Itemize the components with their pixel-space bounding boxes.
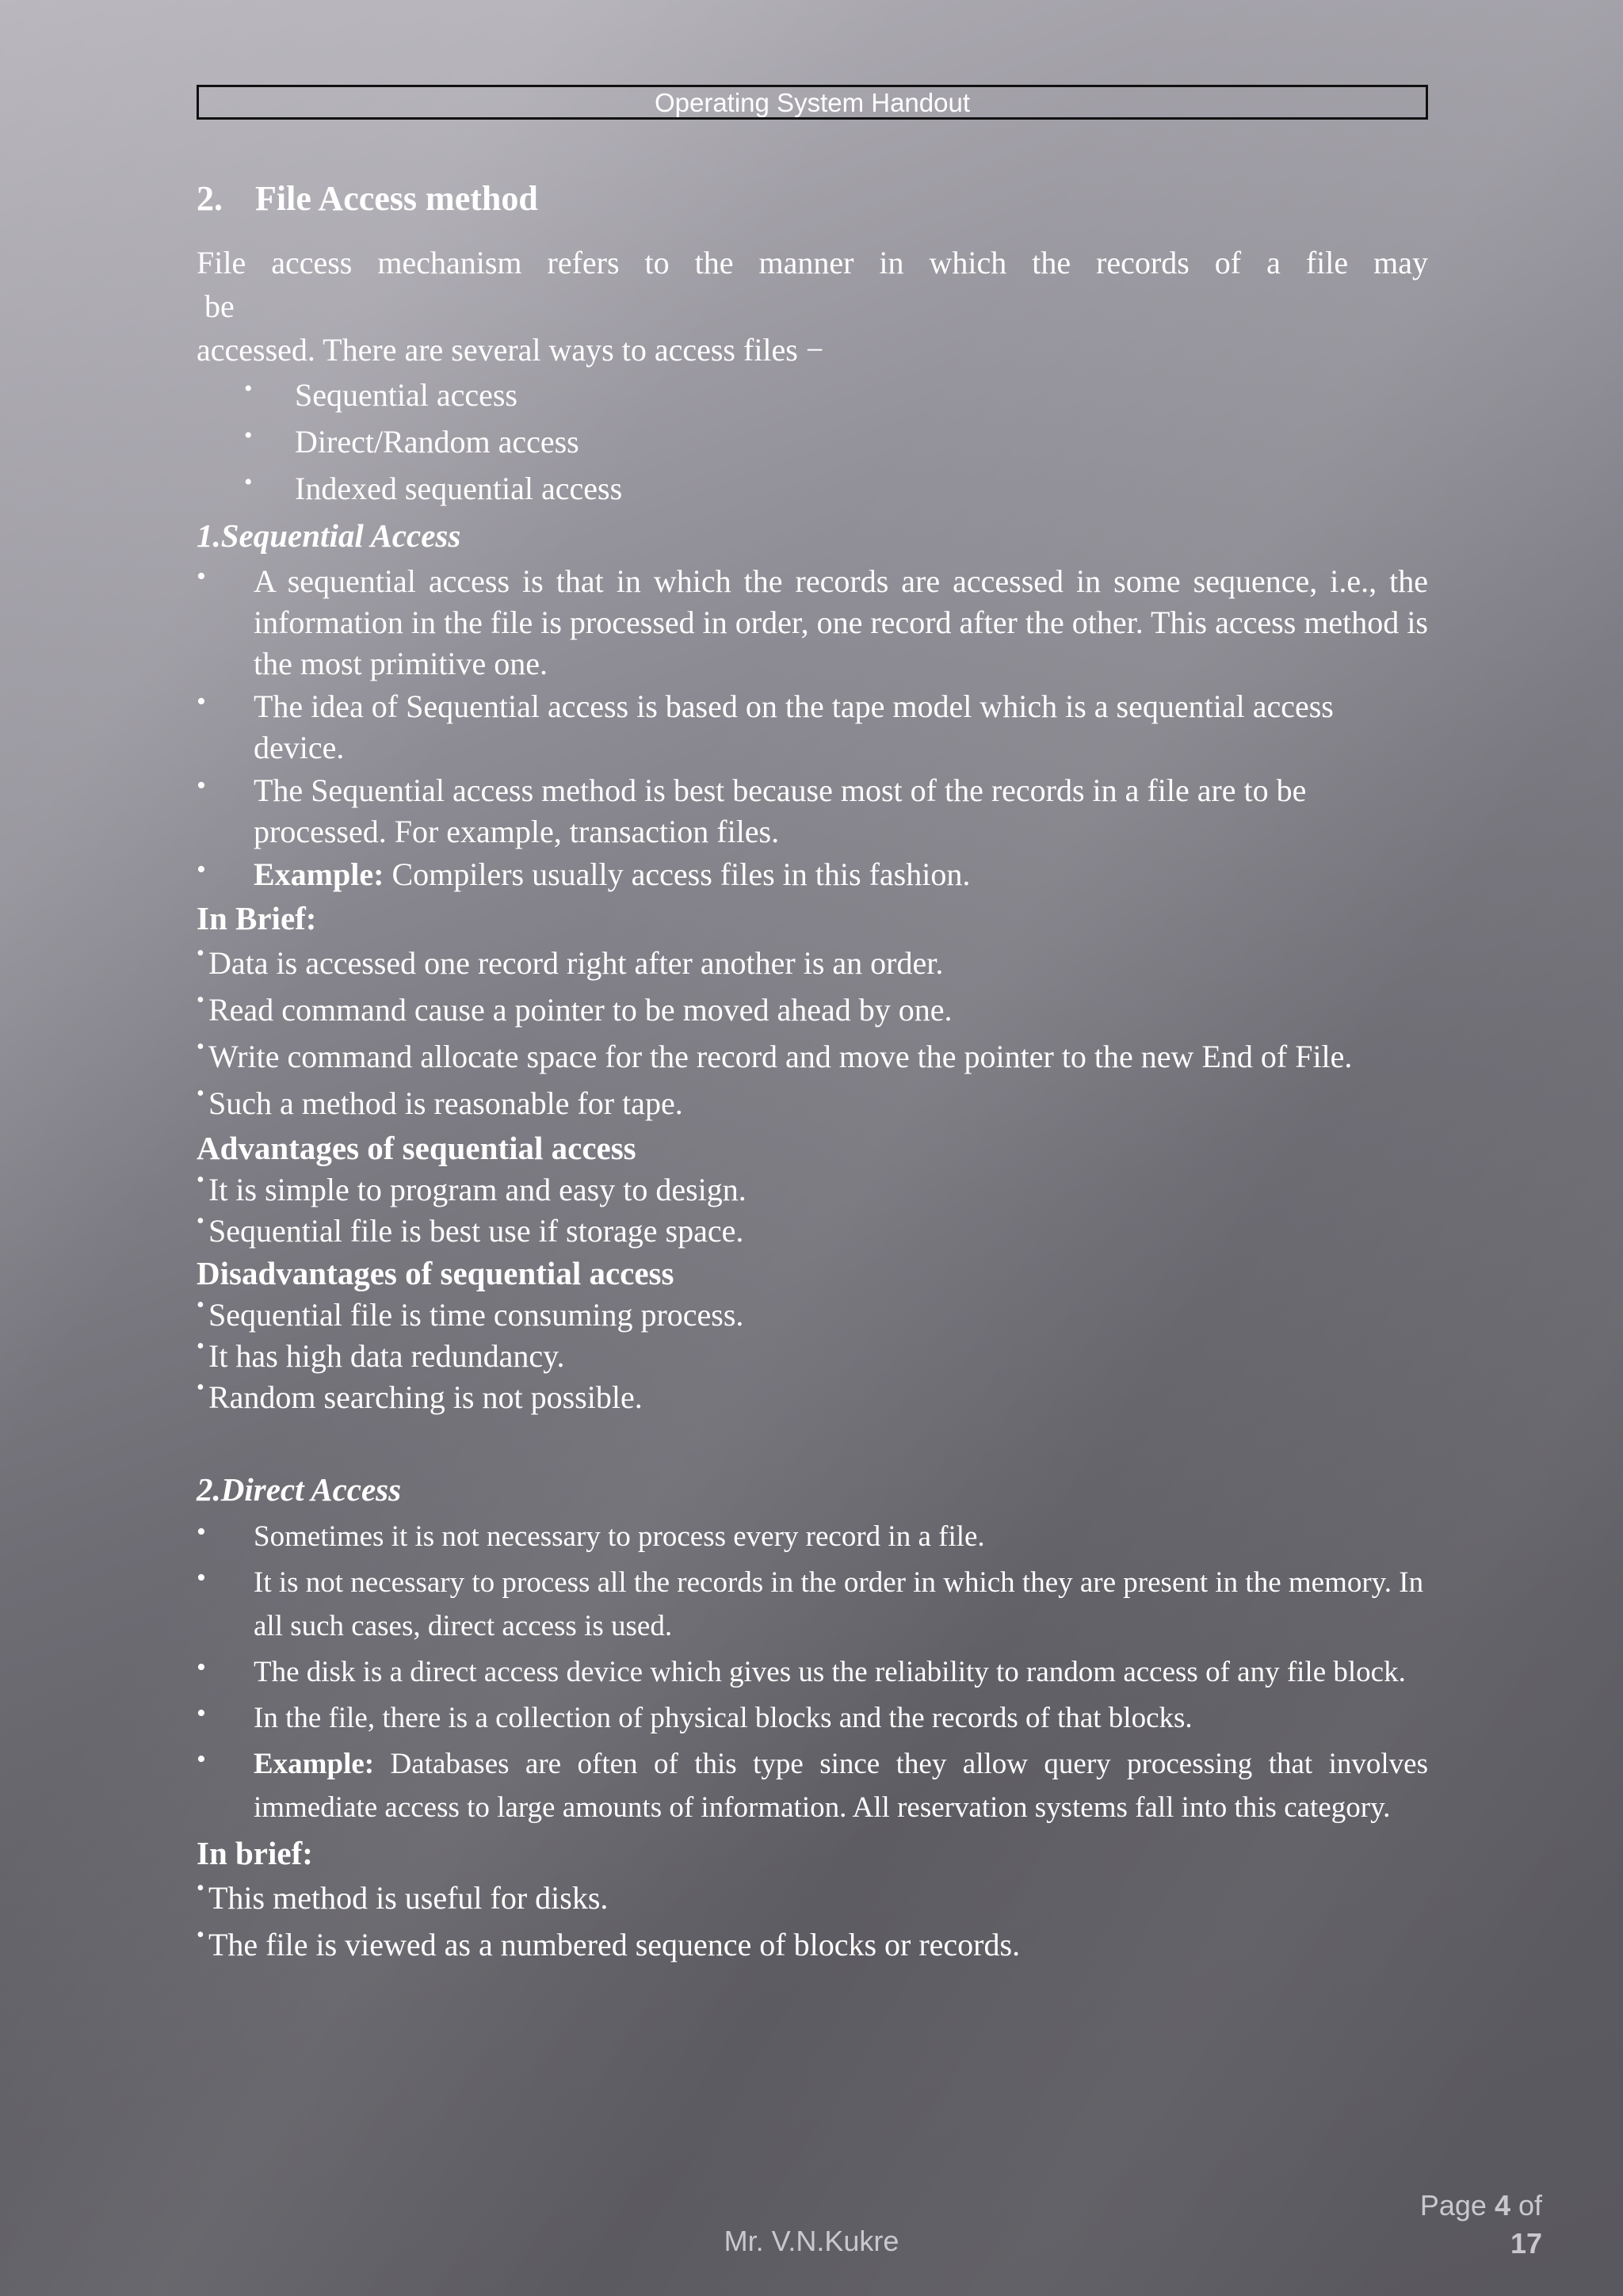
direct-bullets (197, 1515, 1428, 1829)
list-item (197, 854, 1428, 895)
sequential-brief-list (197, 940, 1428, 1127)
list-item: • Sequential file is time consuming process. (197, 1295, 1428, 1336)
advantages-list (197, 1169, 1428, 1252)
example-text: Compilers usually access files in this fashion. (384, 856, 971, 892)
list-item: • Write command allocate space for the record and move the pointer to the new End of File. (197, 1033, 1428, 1080)
example-text: Databases are often of this type since they allow query processing that involves immediate access to large amounts of information. All reservation systems fall into this category. (254, 1748, 1428, 1824)
example-label: Example: (254, 1748, 375, 1780)
list-item: • The disk is a direct access device which gives us the reliability to random access of any file block. (197, 1650, 1428, 1694)
list-item: • Such a method is reasonable for tape. (197, 1080, 1428, 1127)
sequential-heading: 1.Sequential Access (197, 517, 461, 554)
header-title: Operating System Handout (654, 88, 971, 117)
list-item: • It is simple to program and easy to design. (197, 1169, 1428, 1211)
intro-line-1: File access mechanism refers to the manner in which the records of a file may (197, 245, 1428, 280)
list-item: • Sometimes it is not necessary to process every record in a file. (197, 1515, 1428, 1558)
section-heading (197, 178, 1428, 219)
list-item (197, 1742, 1428, 1829)
intro-line-1b: be (204, 288, 235, 324)
spacer (197, 1418, 1428, 1466)
direct-heading: 2.Direct Access (197, 1471, 402, 1508)
intro-line-2: accessed. There are several ways to access files − (197, 332, 824, 368)
list-item: • Direct/Random access (197, 418, 1428, 465)
in-brief-heading: In Brief: (197, 900, 317, 936)
page-of: of (1510, 2189, 1542, 2222)
list-item: • Read command cause a pointer to be moved ahead by one. (197, 986, 1428, 1033)
access-types-list (197, 372, 1428, 512)
list-item: • Indexed sequential access (197, 465, 1428, 512)
list-item: • The Sequential access method is best because most of the records in a file are to be processed. For example, transaction files. (197, 770, 1428, 852)
page-current: 4 (1494, 2189, 1510, 2222)
list-item: • Random searching is not possible. (197, 1377, 1428, 1418)
page-header (197, 85, 1428, 120)
list-item: • This method is useful for disks. (197, 1875, 1428, 1921)
list-item: • Sequential access (197, 372, 1428, 418)
list-item: • It has high data redundancy. (197, 1336, 1428, 1377)
advantages-heading: Advantages of sequential access (197, 1130, 636, 1166)
list-item: • Data is accessed one record right after another is an order. (197, 940, 1428, 986)
direct-brief-list (197, 1875, 1428, 1968)
footer-author: Mr. V.N.Kukre (724, 2225, 899, 2257)
section-title: File Access method (255, 179, 538, 218)
document-body (197, 178, 1428, 1968)
list-item: • A sequential access is that in which the records are accessed in some sequence, i.e., the information in the file is processed in order, one record after the other. This access method is the most primitive one. (197, 561, 1428, 685)
list-item: • Sequential file is best use if storage space. (197, 1211, 1428, 1252)
disadvantages-list (197, 1295, 1428, 1418)
example-label: Example: (254, 856, 384, 892)
page-number (1384, 2187, 1542, 2263)
disadvantages-heading: Disadvantages of sequential access (197, 1255, 674, 1291)
section-number: 2. (197, 179, 223, 218)
list-item: • The idea of Sequential access is based on the tape model which is a sequential access device. (197, 686, 1428, 769)
page-prefix: Page (1419, 2189, 1495, 2222)
list-item: • It is not necessary to process all the records in the order in which they are present in the memory. In all such cases, direct access is used. (197, 1561, 1428, 1648)
list-item: • In the file, there is a collection of physical blocks and the records of that blocks. (197, 1696, 1428, 1740)
page-total: 17 (1510, 2227, 1542, 2260)
in-brief-heading: In brief: (197, 1835, 313, 1871)
list-item: • The file is viewed as a numbered sequence of blocks or records. (197, 1921, 1428, 1968)
sequential-bullets (197, 561, 1428, 895)
